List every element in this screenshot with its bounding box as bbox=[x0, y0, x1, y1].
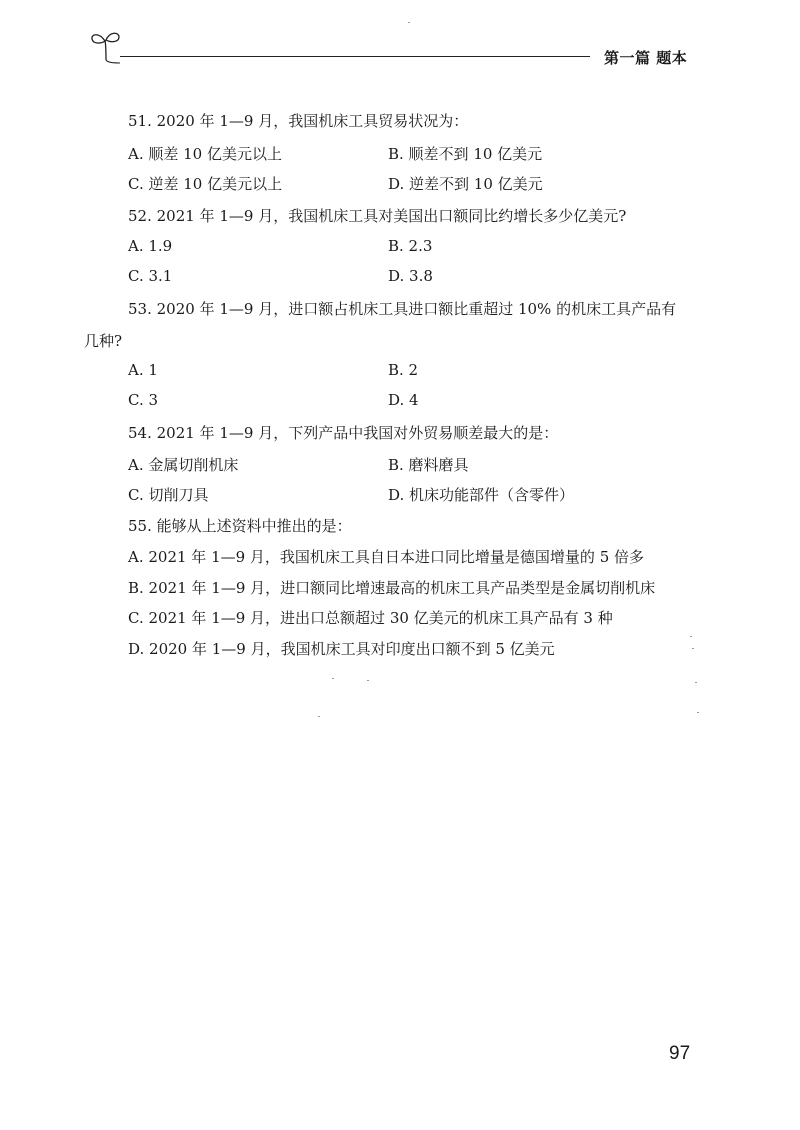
scan-speck bbox=[318, 716, 320, 717]
question-52-option-d: D. 3.8 bbox=[388, 267, 433, 285]
question-55-option-a: A. 2021 年 1—9 月，我国机床工具自日本进口同比增量是德国增量的 5 倍多 bbox=[128, 548, 645, 566]
question-55-stem: 55. 能够从上述资料中推出的是： bbox=[128, 517, 352, 535]
page-number: 97 bbox=[669, 1043, 691, 1064]
question-54-option-a: A. 金属切削机床 bbox=[128, 456, 239, 474]
scan-speck bbox=[692, 648, 694, 649]
question-51-option-a: A. 顺差 10 亿美元以上 bbox=[128, 145, 282, 163]
question-51-option-d: D. 逆差不到 10 亿美元 bbox=[388, 175, 543, 193]
scan-speck bbox=[332, 678, 334, 679]
question-53-option-c: C. 3 bbox=[128, 391, 159, 409]
scan-speck bbox=[695, 682, 697, 683]
scan-speck bbox=[697, 712, 699, 713]
scan-speck bbox=[690, 636, 692, 637]
question-55-option-b: B. 2021 年 1—9 月，进口额同比增速最高的机床工具产品类型是金属切削机床 bbox=[128, 579, 656, 597]
question-53-option-d: D. 4 bbox=[388, 391, 419, 409]
question-52-option-a: A. 1.9 bbox=[128, 237, 173, 255]
question-53-option-a: A. 1 bbox=[128, 361, 158, 379]
question-53-stem-line1: 53. 2020 年 1—9 月，进口额占机床工具进口额比重超过 10% 的机床工具产品有 bbox=[128, 300, 677, 318]
question-54-option-c: C. 切削刀具 bbox=[128, 486, 209, 504]
question-54-option-b: B. 磨料磨具 bbox=[388, 456, 469, 474]
question-53-option-b: B. 2 bbox=[388, 361, 419, 379]
question-51-option-c: C. 逆差 10 亿美元以上 bbox=[128, 175, 283, 193]
page-header bbox=[0, 0, 800, 80]
question-55-option-d: D. 2020 年 1—9 月，我国机床工具对印度出口额不到 5 亿美元 bbox=[128, 640, 555, 658]
section-title: 第一篇 题本 bbox=[604, 49, 688, 67]
question-53-stem-line2: 几种? bbox=[84, 332, 123, 350]
question-52-stem: 52. 2021 年 1—9 月，我国机床工具对美国出口额同比约增长多少亿美元? bbox=[128, 207, 627, 225]
question-54-option-d: D. 机床功能部件（含零件） bbox=[388, 486, 575, 504]
sprout-icon bbox=[88, 26, 124, 66]
question-51-stem: 51. 2020 年 1—9 月，我国机床工具贸易状况为： bbox=[128, 112, 469, 130]
scan-speck bbox=[408, 22, 410, 23]
question-52-option-c: C. 3.1 bbox=[128, 267, 173, 285]
question-51-option-b: B. 顺差不到 10 亿美元 bbox=[388, 145, 543, 163]
scan-speck bbox=[367, 680, 369, 681]
question-52-option-b: B. 2.3 bbox=[388, 237, 433, 255]
header-rule bbox=[120, 56, 590, 57]
question-55-option-c: C. 2021 年 1—9 月，进出口总额超过 30 亿美元的机床工具产品有 3 种 bbox=[128, 609, 613, 627]
question-54-stem: 54. 2021 年 1—9 月，下列产品中我国对外贸易顺差最大的是： bbox=[128, 424, 559, 442]
